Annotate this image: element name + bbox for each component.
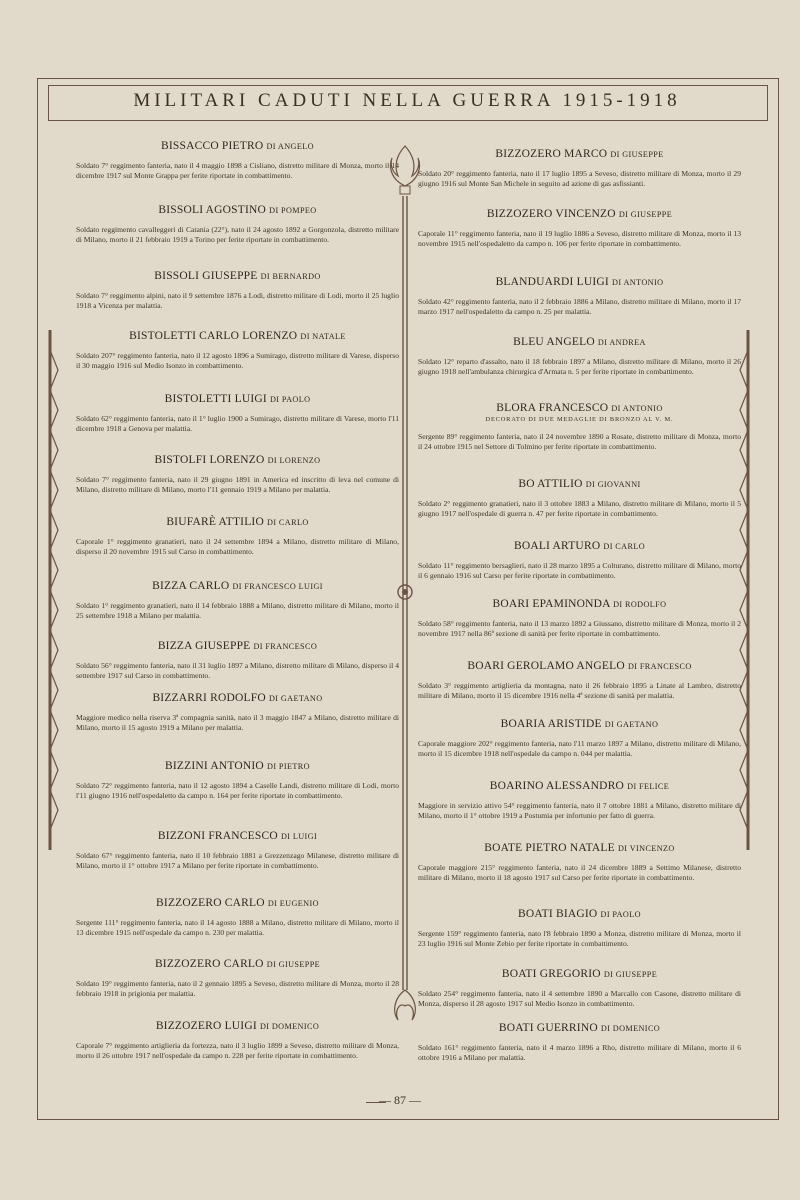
entry-text: Soldato 42° reggimento fanteria, nato il 2 febbraio 1886 a Milano, distretto militare di Milano, morto il 17 marzo 1917 nell'ospedaletto da campo n. 25 per malattia. [418,297,741,316]
entry-surname-given: BIZZOZERO CARLO [156,897,265,909]
entry-parent: DI FRANCESCO [627,662,692,671]
entry [418,148,741,188]
entry [76,1020,399,1060]
entry [418,660,741,700]
right-column [418,140,741,1070]
entry-text: Caporale 1° reggimento granatieri, nato il 24 settembre 1894 a Milano, distretto militare di Milano, disperso il 20 novembre 1915 sul Carso in combattimento. [76,537,399,556]
entry-text: Soldato 19° reggimento fanteria, nato il 2 gennaio 1895 a Seveso, distretto militare di Monza, morto il 28 febbraio 1918 in prigionia per malattia. [76,979,399,998]
entry-surname-given: BISTOLETTI CARLO LORENZO [129,330,298,342]
entry-name [76,393,399,405]
entry [418,598,741,638]
entry [76,270,399,310]
entry-text: Caporale 7° reggimento artiglieria da fortezza, nato il 3 luglio 1899 a Seveso, distretto militare di Monza, morto il 26 ottobre 1917 nell'ospedale da campo n. 228 per ferite riportate in combattimento. [76,1041,399,1060]
entry-name [76,140,399,152]
entry-text: Soldato 11° reggimento bersaglieri, nato il 28 marzo 1895 a Colturano, distretto militare di Milano, morto il 6 gennaio 1916 sul Carso per ferite riportate in combattimento. [418,561,741,580]
entry [418,780,741,820]
entry-parent: DI GIOVANNI [585,480,641,489]
entry-name [418,336,741,348]
entry [76,760,399,800]
entry-text: Soldato 2° reggimento granatieri, nato il 3 ottobre 1883 a Milano, distretto militare di Milano, morto il 5 giugno 1917 nell'ospedale di guerra n. 47 per ferite riportate in combattimento. [418,499,741,518]
entry-parent: DI LORENZO [267,456,321,465]
entry-name [418,842,741,854]
right-flag-ornament-icon [738,330,758,850]
entry [418,540,741,580]
entry-parent: DI FRANCESCO [253,642,318,651]
entry-name [418,968,741,980]
entry-parent: DI PAOLO [269,395,311,404]
entry-parent: DI GAETANO [268,694,323,703]
entry-text: Maggiore medico nella riserva 3ª compagnia sanità, nato il 3 maggio 1847 a Milano, distretto militare di Milano, morto il 15 agosto 1919 a Milano per malattia. [76,713,399,732]
entry [76,454,399,494]
entry-name [418,208,741,220]
entry-surname-given: BIUFARÈ ATTILIO [166,516,264,528]
entry [418,1022,741,1062]
entry [76,516,399,556]
entry-parent: DI PIETRO [267,762,310,771]
entry-surname-given: BISSACCO PIETRO [161,140,264,152]
entry-parent: DI PAOLO [600,910,641,919]
entry-surname-given: BOATE PIETRO NATALE [484,842,615,854]
entry-surname-given: BIZZOZERO LUIGI [155,1020,257,1032]
entry-surname-given: BIZZARRI RODOLFO [152,692,266,704]
entry-text: Caporale maggiore 215° reggimento fanteria, nato il 24 dicembre 1889 a Settimo Milanese, distretto militare di Milano, morto il 18 agosto 1917 sul Carso per ferite riportate in combattimento. [418,863,741,882]
entry-parent: DI GIUSEPPE [603,970,658,979]
entry-name [76,270,399,282]
entry [76,640,399,680]
entry-parent: DI ANTONIO [612,278,664,287]
entry [76,580,399,620]
entry-surname-given: BLORA FRANCESCO [496,402,609,414]
entry [418,402,741,451]
entry-parent: DI CARLO [267,518,309,527]
entry-name [418,908,741,920]
entry-name [418,276,741,288]
entry-parent: DI POMPEO [269,206,317,215]
entry-text: Soldato 7° reggimento alpini, nato il 9 settembre 1876 a Lodi, distretto militare di Lodi, morto il 25 luglio 1918 a Vicenza per malattia. [76,291,399,310]
entry-parent: DI GAETANO [604,720,659,729]
entry-name [76,454,399,466]
entry-parent: DI DOMENICO [259,1022,320,1031]
entry-parent: DI GIUSEPPE [610,150,664,159]
entry-parent: DI GIUSEPPE [618,210,673,219]
entry-surname-given: BOATI GREGORIO [501,968,601,980]
entry-text: Soldato reggimento cavalleggeri di Catania (22°), nato il 24 agosto 1892 a Gorgonzola, distretto militare di Milano, morto il 21 febbraio 1919 a Torino per ferite riportate in combattimento. [76,225,399,244]
entry [418,842,741,882]
entry-surname-given: BOATI BIAGIO [518,908,598,920]
entry [76,204,399,244]
entry [76,140,399,180]
entry-text: Soldato 7° reggimento fanteria, nato il 29 giugno 1891 in America ed inscritto di leva nel comune di Milano, distretto militare di Milano, morto l'11 gennaio 1919 a Milano per malattia. [76,475,399,494]
entry-name [418,540,741,552]
entry-name [76,760,399,772]
entry [418,718,741,758]
entry-text: Soldato 254° reggimento fanteria, nato il 4 settembre 1890 a Marcallo con Casone, distretto militare di Monza, disperso il 28 agosto 1917 sul Medio Isonzo in combattimento. [418,989,741,1008]
entry [76,330,399,370]
entry-text: Soldato 7° reggimento fanteria, nato il 4 maggio 1898 a Cisliano, distretto militare di Monza, morto il 14 dicembre 1917 sul Monte Grappa per ferite riportate in combattimento. [76,161,399,180]
entry-text: Sergente 159° reggimento fanteria, nato l'8 febbraio 1890 a Monza, distretto militare di Monza, morto il 23 luglio 1916 sul Monte Zebio per ferite riportate in combattimento. [418,929,741,948]
header-title: MILITARI CADUTI NELLA GUERRA 1915-1918 [133,90,681,111]
left-column [76,140,399,1070]
entry-surname-given: BIZZOZERO CARLO [154,958,264,970]
entry-name [76,516,399,528]
entry-surname-given: BISSOLI AGOSTINO [158,204,267,216]
entry-text: Maggiore in servizio attivo 54° reggimento fanteria, nato il 7 ottobre 1881 a Milano, distretto militare di Milano, morto il 1° ottobre 1919 a Postumia per infortunio per fatto di guerra. [418,801,741,820]
entry-name [76,897,399,909]
entry-parent: DI FELICE [627,782,670,791]
entry-text: Soldato 67° reggimento fanteria, nato il 10 febbraio 1881 a Grezzenzago Milanese, distretto militare di Milano, morto il 1° ottobre 1917 a Milano per ferite riportate in combattimento. [76,851,399,870]
entry [76,958,399,998]
entry-surname-given: BIZZONI FRANCESCO [157,830,278,842]
entry-name [76,1020,399,1032]
entry-decoration: DECORATO DI DUE MEDAGLIE DI BRONZO AL V. M. [485,416,674,423]
entry-name [76,580,399,592]
entry-name [76,204,399,216]
entry-surname-given: BOARINO ALESSANDRO [489,780,625,792]
entry [418,478,741,518]
entry [76,692,399,732]
entry-parent: DI GIUSEPPE [266,960,321,969]
entry-parent: DI ANGELO [266,142,314,151]
entry-text: Soldato 62° reggimento fanteria, nato il 1° luglio 1900 a Sumirago, distretto militare di Varese, morto l'11 dicembre 1918 a Genova per malattia. [76,414,399,433]
entry-name [76,640,399,652]
entry [76,830,399,870]
entry-name [418,660,741,672]
entry [418,908,741,948]
entry-surname-given: BIZZOZERO MARCO [495,148,608,160]
entry [418,208,741,248]
entry-surname-given: BISTOLETTI LUIGI [164,393,267,405]
entry-parent: DI CARLO [603,542,646,551]
entry-name [418,1022,741,1034]
entry-text: Soldato 58° reggimento fanteria, nato il 13 marzo 1892 a Giussano, distretto militare di Monza, morto il 2 novembre 1917 nella 86ª sezione di sanità per ferite riportate in combattimento. [418,619,741,638]
entry-text: Soldato 56° reggimento fanteria, nato il 31 luglio 1897 a Milano, distretto militare di Milano, disperso il 4 settembre 1917 sul Carso in combattimento. [76,661,399,680]
entry-text: Soldato 207° reggimento fanteria, nato il 12 agosto 1896 a Sumirago, distretto militare di Varese, disperso il 30 maggio 1916 sul Medio Isonzo in combattimento. [76,351,399,370]
entry [76,897,399,937]
entry-surname-given: BOATI GUERRINO [498,1022,598,1034]
entry [418,276,741,316]
page-number: — 87 — [379,1093,421,1107]
entry-surname-given: BIZZINI ANTONIO [165,760,264,772]
entry-text: Soldato 72° reggimento fanteria, nato il 12 agosto 1894 a Caselle Landi, distretto militare di Lodi, morto l'11 giugno 1916 nell'ospedaletto da campo n. 164 per ferite riportate in combattimento. [76,781,399,800]
entry-surname-given: BISTOLFI LORENZO [154,454,265,466]
entry-text: Caporale maggiore 202° reggimento fanteria, nato l'11 marzo 1897 a Milano, distretto militare di Milano, morto il 15 dicembre 1918 nell'ospedale da campo n. 044 per malattia. [418,739,741,758]
entry-surname-given: BISSOLI GIUSEPPE [154,270,258,282]
entry-name [418,148,741,160]
entry-parent: DI RODOLFO [613,600,667,609]
entry-surname-given: BLANDUARDI LUIGI [495,276,609,288]
entry-text: Soldato 1° reggimento granatieri, nato il 14 febbraio 1888 a Milano, distretto militare di Milano, morto il 25 settembre 1918 a Milano per malattia. [76,601,399,620]
entry-name [76,330,399,342]
entry-text: Soldato 3° reggimento artiglieria da montagna, nato il 26 febbraio 1895 a Linate al Lambro, distretto militare di Milano, morto il 15 dicembre 1916 nella 4ª sezione di sanità per malattia. [418,681,741,700]
entry-surname-given: BIZZA GIUSEPPE [157,640,251,652]
entry-parent: DI DOMENICO [600,1024,661,1033]
entry-text: Sergente 111° reggimento fanteria, nato il 14 agosto 1888 a Milano, distretto militare di Milano, morto il 13 dicembre 1915 nell'ospedale da campo n. 230 per malattia. [76,918,399,937]
entry-surname-given: BIZZOZERO VINCENZO [486,208,616,220]
entry-parent: DI VINCENZO [617,844,675,853]
entry-text: Sergente 89° reggimento fanteria, nato il 24 novembre 1890 a Rosate, distretto militare di Monza, morto il 24 ottobre 1915 nel Settore di Tolmino per ferite riportate in combattimento. [418,432,741,451]
entry-name [76,958,399,970]
entry-parent: DI FRANCESCO LUIGI [232,582,323,591]
entry-parent: DI EUGENIO [267,899,319,908]
entry-name [418,478,741,490]
entry-name [76,830,399,842]
entry-surname-given: BLEU ANGELO [513,336,595,348]
entry-surname-given: BOALI ARTURO [513,540,601,552]
entry-parent: DI NATALE [300,332,346,341]
entry [418,968,741,1008]
entry-surname-given: BOARI GEROLAMO ANGELO [467,660,625,672]
entry-name [418,718,741,730]
entry-text: Caporale 11° reggimento fanteria, nato il 19 luglio 1886 a Seveso, distretto militare di Monza, morto il 13 novembre 1915 nell'ospedaletto da campo n. 106 per ferite riportate in combattimento. [418,229,741,248]
entry-parent: DI LUIGI [280,832,318,841]
entry-surname-given: BIZZA CARLO [152,580,230,592]
entry-parent: DI BERNARDO [260,272,321,281]
entry-surname-given: BOARIA ARISTIDE [500,718,602,730]
entry-name [418,402,741,414]
entry-name [76,692,399,704]
entry [418,336,741,376]
entry-parent: DI ANDREA [597,338,646,347]
entry-text: Soldato 12° reparto d'assalto, nato il 18 febbraio 1897 a Milano, distretto militare di Milano, morto il 26 giugno 1918 nell'ambulanza chirurgica d'Armata n. 5 per ferite riportate in combattimento. [418,357,741,376]
entry [76,393,399,433]
entry-name [418,780,741,792]
entry-text: Soldato 161° reggimento fanteria, nato il 4 marzo 1896 a Rho, distretto militare di Milano, morto il 6 ottobre 1916 a Milano per malattia. [418,1043,741,1062]
entry-surname-given: BO ATTILIO [518,478,583,490]
left-flag-ornament-icon [40,330,60,850]
entry-name [418,598,741,610]
entry-surname-given: BOARI EPAMINONDA [492,598,611,610]
entry-parent: DI ANTONIO [611,404,663,413]
entry-text: Soldato 20° reggimento fanteria, nato il 17 luglio 1895 a Seveso, distretto militare di Monza, morto il 29 giugno 1916 sul Monte San Michele in seguito ad azione di gas asfissianti. [418,169,741,188]
